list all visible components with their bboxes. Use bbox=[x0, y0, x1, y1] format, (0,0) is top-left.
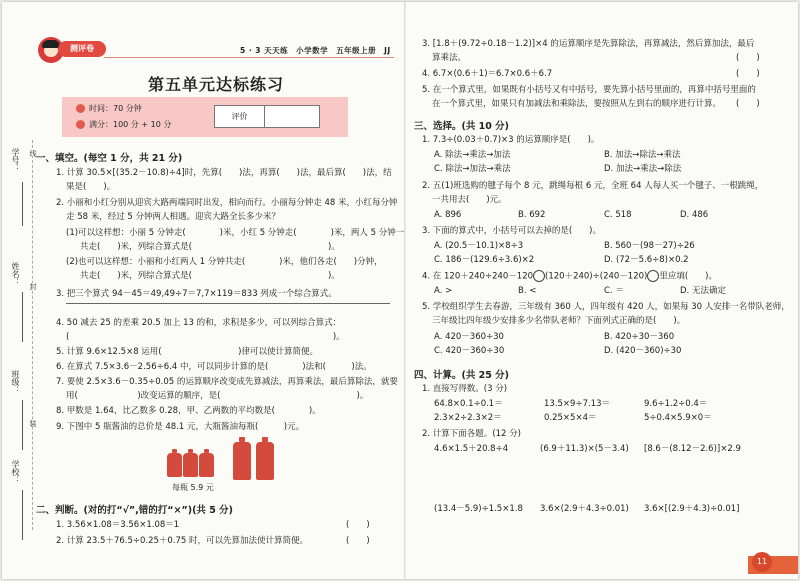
s3-q4-opt-c: C. ＝ bbox=[604, 286, 624, 296]
score-icon bbox=[76, 120, 85, 129]
s2-q2-paren: ( ) bbox=[346, 536, 370, 546]
student-id-line bbox=[22, 182, 23, 226]
s3-q5b: 三年级比四年级少安排多少名带队老师？下面列式正确的是( )。 bbox=[432, 316, 686, 326]
s4-direct-4: 2.3×2÷2.3×2＝ bbox=[434, 413, 502, 423]
s4-direct-3: 9.6÷1.2÷0.4＝ bbox=[644, 399, 708, 409]
s2-q5a: 5. 在一个算式里，如果既有小括号又有中括号，要先算小括号里面的，再算中括号里面的 bbox=[422, 85, 756, 95]
bottle-caption: 每瓶 5.9 元 bbox=[172, 483, 214, 492]
evaluation-label: 评价 bbox=[215, 106, 265, 127]
name-line bbox=[22, 292, 23, 342]
s3-q5-opt-a: A. 420－360÷30 bbox=[434, 332, 504, 342]
s3-q2-opt-b: B. 692 bbox=[518, 210, 546, 220]
s1-q9: 9. 下图中 5 瓶酱油的总价是 48.1 元，大瓶酱油每瓶( )元。 bbox=[56, 422, 305, 432]
page-fold bbox=[404, 2, 406, 579]
s2-q3-paren: ( ) bbox=[736, 53, 760, 63]
s1-q2e: (2)也可以这样想：小丽和小红两人 1 分钟共走( )米，他们各走( )分钟， bbox=[66, 257, 383, 267]
test-badge: 测评卷 bbox=[58, 41, 106, 57]
s3-q2b: 一共用去( )元。 bbox=[432, 195, 507, 205]
evaluation-box bbox=[214, 105, 320, 128]
series-label: 5 · 3 天天练 小学数学 五年级上册 JJ bbox=[240, 46, 391, 55]
s2-q2: 2. 计算 23.5＋76.5÷0.25＋0.75 时，可以先算加法使计算简便。 bbox=[56, 536, 309, 546]
s2-q1: 1. 3.56×1.08＝3.56×1.08＝1 bbox=[56, 520, 180, 530]
page-title: 第五单元达标练习 bbox=[148, 75, 285, 94]
s3-q1-opt-a: A. 除法→乘法→加法 bbox=[434, 150, 511, 160]
s1-q4a: 4. 50 减去 25 的差乘 20.5 加上 13 的和，求积是多少，可以列综合算式： bbox=[56, 318, 342, 328]
s2-q3b: 算乘法。 bbox=[432, 53, 467, 63]
s1-q2a: 2. 小丽和小红分别从迎宾大路两端同时出发，相向而行。小丽每分钟走 48 米，小红每分钟 bbox=[56, 198, 398, 208]
mark-bind: 装 bbox=[29, 420, 37, 427]
school-line bbox=[22, 490, 23, 540]
student-id-label: 学号： bbox=[11, 148, 20, 172]
s2-q5-paren: ( ) bbox=[736, 99, 760, 109]
s1-q2c: (1)可以这样想：小丽 5 分钟走( )米，小红 5 分钟走( )米，两人 5 分钟一 bbox=[66, 228, 405, 238]
s3-q4-opt-a: A. > bbox=[434, 286, 453, 296]
s1-q1b: 果是( )。 bbox=[66, 182, 116, 192]
s4-calc-2: (6.9＋11.3)×(5－3.4) bbox=[540, 444, 629, 454]
class-label: 班级： bbox=[11, 370, 20, 394]
s1-q4b: ( )。 bbox=[66, 332, 345, 342]
s1-q2d: 共走( )米，列综合算式是( )。 bbox=[80, 242, 340, 252]
section3-heading: 三、选择。(共 10 分) bbox=[414, 121, 510, 132]
s4-sub1: 1. 直接写得数。(3 分) bbox=[422, 384, 508, 394]
s3-q1-opt-b: B. 加法→除法→乘法 bbox=[604, 150, 681, 160]
s1-q3: 3. 把三个算式 94－45＝49,49÷7＝7,7×119＝833 列成一个综合算式。 bbox=[56, 289, 337, 299]
s3-q3-opt-b: B. 560－(98－27)÷26 bbox=[604, 241, 695, 251]
s4-direct-5: 0.25×5×4＝ bbox=[544, 413, 597, 423]
s4-calc-6: 3.6×[(2.9＋4.3)÷0.01] bbox=[644, 504, 740, 514]
s3-q5a: 5. 学校组织学生去春游，三年级有 360 人，四年级有 420 人，如果每 30 人安排一名带队老师， bbox=[422, 302, 790, 312]
s4-direct-6: 5÷0.4×5.9×0＝ bbox=[644, 413, 712, 423]
s2-q3a: 3. [1.8＋(9.72÷0.18－1.2)]×4 的运算顺序是先算除法，再算减法，然后算加法，最后 bbox=[422, 39, 755, 49]
s1-q6: 6. 在算式 7.5×3.6－2.56÷6.4 中，可以同步计算的是( )法和( )法。 bbox=[56, 362, 372, 372]
section2-heading: 二、判断。(对的打“√”,错的打“×”)(共 5 分) bbox=[36, 505, 233, 516]
s4-direct-1: 64.8×0.1÷0.1＝ bbox=[434, 399, 503, 409]
s1-q2b: 走 58 米，经过 5 分钟两人相遇。迎宾大路全长多少米？ bbox=[66, 212, 281, 222]
s1-q7a: 7. 要使 2.5×3.6－0.35÷0.05 的运算顺序改变成先算减法，再算乘法，最后算除法，就要 bbox=[56, 377, 398, 387]
s3-q1-opt-c: C. 除法→加法→乘法 bbox=[434, 164, 511, 174]
s3-q5-opt-b: B. 420÷30－360 bbox=[604, 332, 675, 342]
s1-q2f: 共走( )米，列综合算式是( )。 bbox=[80, 271, 340, 281]
s3-q5-opt-d: D. (420－360)÷30 bbox=[604, 346, 682, 356]
s4-direct-2: 13.5×9÷7.13＝ bbox=[544, 399, 611, 409]
page-number: 11 bbox=[752, 552, 772, 572]
mark-line: 线 bbox=[29, 150, 37, 157]
s2-q4: 4. 6.7×(0.6＋1)＝6.7×0.6＋6.7 bbox=[422, 69, 553, 79]
s3-q4 bbox=[422, 270, 717, 283]
s3-q4-prompt: 里应填( )。 bbox=[659, 271, 717, 282]
s2-q5b: 在一个算式里，如果只有加减法和乘除法，要按照从左到右的顺序进行计算。 bbox=[432, 99, 722, 109]
section1-heading: 一、填空。(每空 1 分，共 21 分) bbox=[36, 153, 183, 164]
s3-q4-right-expr: (120＋240)÷(240－120) bbox=[545, 271, 648, 282]
s4-calc-5: 3.6×(2.9＋4.3÷0.01) bbox=[540, 504, 629, 514]
s3-q2-opt-c: C. 518 bbox=[604, 210, 632, 220]
clock-icon bbox=[76, 104, 85, 113]
mark-seal: 封 bbox=[29, 283, 37, 290]
header-rule bbox=[104, 57, 394, 58]
s4-calc-1: 4.6×1.5＋20.8÷4 bbox=[434, 444, 509, 454]
s3-q4-opt-d: D. 无法确定 bbox=[680, 286, 726, 296]
s3-q1-opt-d: D. 加法→乘法→除法 bbox=[604, 164, 682, 174]
s3-q2a: 2. 五(1)班选购的毽子每个 8 元，跳绳每根 6 元，全班 64 人每人买一个毽子、一根跳绳， bbox=[422, 181, 764, 191]
s1-q7b: 用( )改变运算的顺序，是( )。 bbox=[66, 391, 369, 401]
school-label: 学校： bbox=[11, 460, 20, 484]
s2-q4-paren: ( ) bbox=[736, 69, 760, 79]
class-line bbox=[22, 400, 23, 450]
s4-calc-4: (13.4－5.9)÷1.5×1.8 bbox=[434, 504, 523, 514]
s1-q8: 8. 甲数是 1.64，比乙数多 0.28，甲、乙两数的平均数是( )。 bbox=[56, 406, 321, 416]
s3-q5-opt-c: C. 420－360÷30 bbox=[434, 346, 505, 356]
s1-q1a: 1. 计算 30.5×[(35.2－10.8)÷4]时，先算( )法，再算( )法，最后算( )法，结 bbox=[56, 168, 392, 178]
s3-q3-opt-d: D. (72－5.6÷8)×0.2 bbox=[604, 255, 689, 265]
section4-heading: 四、计算。(共 25 分) bbox=[414, 370, 510, 381]
s1-q5: 5. 计算 9.6×12.5×8 运用( )律可以使计算简便。 bbox=[56, 347, 318, 357]
s1-q3-answer-line bbox=[66, 303, 390, 304]
s3-q3-opt-a: A. (20.5－10.1)×8÷3 bbox=[434, 241, 524, 251]
s3-q2-opt-d: D. 486 bbox=[680, 210, 709, 220]
name-label: 姓名： bbox=[11, 262, 20, 286]
s2-q1-paren: ( ) bbox=[346, 520, 370, 530]
comparison-circle bbox=[533, 270, 545, 282]
s3-q2-opt-a: A. 896 bbox=[434, 210, 462, 220]
s3-q3: 3. 下面的算式中，小括号可以去掉的是( )。 bbox=[422, 226, 601, 236]
s4-calc-3: [8.6－(8.12－2.6)]×2.9 bbox=[644, 444, 741, 454]
s3-q4-left-expr: 4. 在 120＋240÷240－120 bbox=[422, 271, 534, 282]
s3-q1: 1. 7.3÷(0.03＋0.7)×3 的运算顺序是( )。 bbox=[422, 135, 600, 145]
s3-q4-opt-b: B. < bbox=[518, 286, 537, 296]
time-label: 时间：70 分钟 bbox=[89, 104, 142, 113]
s3-q3-opt-c: C. 186－(129.6÷3.6)×2 bbox=[434, 255, 535, 265]
binding-dash-line bbox=[32, 140, 33, 530]
circle-symbol bbox=[647, 270, 659, 282]
score-label: 满分：100 分 + 10 分 bbox=[89, 120, 172, 129]
s4-sub2: 2. 计算下面各题。(12 分) bbox=[422, 429, 521, 439]
